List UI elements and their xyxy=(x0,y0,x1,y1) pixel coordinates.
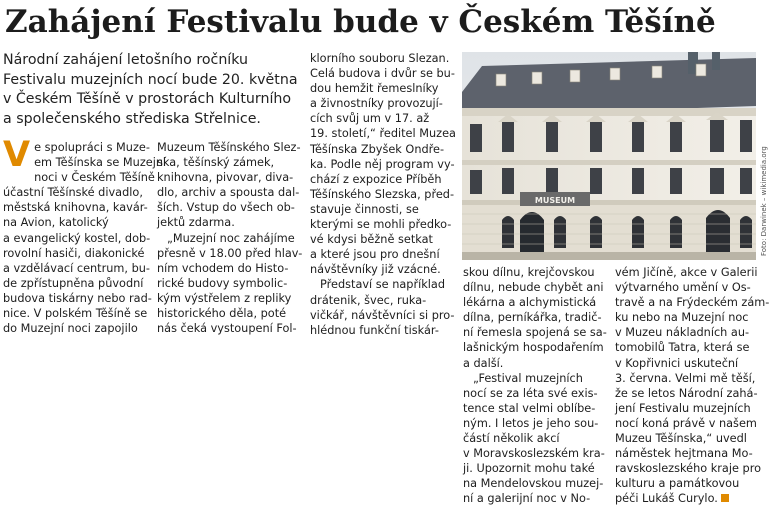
text-line: a vzdělávací centrum, bu- xyxy=(3,261,151,275)
text-line: em Těšínska se Muzejní xyxy=(34,156,167,170)
text-line: lékárna a alchymistická xyxy=(463,296,597,310)
museum-building-photo xyxy=(462,52,756,260)
museum-building-illustration xyxy=(462,52,756,260)
text-line: náměstek hejtmana Mo- xyxy=(615,447,753,461)
text-line: lašnickým hospodařením xyxy=(463,341,604,355)
text-line: a které jsou pro dnešní xyxy=(310,248,440,262)
text-line: skou dílnu, krejčovskou xyxy=(463,266,595,279)
text-line: na Mendelovskou muzej- xyxy=(463,477,604,491)
photo-credit-text: Foto: Darwinek – wikimedia.org xyxy=(760,146,768,256)
text-line: ji. Upozornit mohu také xyxy=(463,462,595,476)
museum-sign-text: MUSEUM xyxy=(534,196,576,205)
text-line: částí několik akcí xyxy=(463,432,560,446)
text-line: a další. xyxy=(463,356,504,370)
text-line: ním vchodem do Histo- xyxy=(157,261,289,275)
text-line: tomobilů Tatra, která se xyxy=(615,341,750,355)
text-line: vé kdysi běžně setkat xyxy=(310,233,433,247)
text-line: 3. června. Velmi mě těší, xyxy=(615,371,756,385)
cornice xyxy=(462,160,756,165)
text-line: travě a na Frýdeckém zám- xyxy=(615,296,769,310)
text-line: rické budovy symbolic- xyxy=(157,276,288,290)
text-line: stavuje činnosti, se xyxy=(310,202,419,216)
text-line: Celá budova i dvůr se bu- xyxy=(310,67,455,81)
text-line: kulturu a památkovou xyxy=(615,477,740,491)
text-line: hlédnou funkční tiskár- xyxy=(310,323,439,337)
text-line: že se letos Národní zahá- xyxy=(615,386,758,400)
text-line: ným. I letos je jeho sou- xyxy=(463,416,599,430)
text-line: ska, těšínský zámek, xyxy=(157,156,275,170)
text-line: na Avion, katolický xyxy=(3,216,109,230)
text-column-2 xyxy=(157,140,303,336)
text-line: vém Jičíně, akce v Galerii xyxy=(615,266,758,279)
text-line: tence stal velmi oblíbe- xyxy=(463,401,596,415)
text-line: do Muzejní noci zapojilo xyxy=(3,322,138,336)
text-line: kterými se mohli předko- xyxy=(310,218,452,232)
text-line: Muzeu Těšínska,“ uvedl xyxy=(615,432,747,446)
text-line: Muzeum Těšínského Slez- xyxy=(157,141,301,154)
text-line: chází z expozice Příběh xyxy=(310,172,442,186)
text-line: Těšínského Slezska, před- xyxy=(310,187,455,201)
text-line: drátenik, švec, ruka- xyxy=(310,293,427,307)
text-line: v Muzeu nákladních au- xyxy=(615,326,750,340)
text-line: dílnu, nebude chybět ani xyxy=(463,281,604,295)
text-line: nocí se za léta své exis- xyxy=(463,386,598,400)
text-line: městská knihovna, kavár- xyxy=(3,201,148,215)
text-line: klorního souboru Slezan. xyxy=(310,52,450,65)
text-line: ní řemesla spojená se sa- xyxy=(463,326,607,340)
text-line: kým výstřelem z repliky xyxy=(157,291,292,305)
cornice xyxy=(462,108,756,116)
text-line: Představí se například xyxy=(320,278,446,292)
text-line: vičkář, návštěvníci si pro- xyxy=(310,308,455,322)
text-line: v Kopřivnici uskuteční xyxy=(615,356,739,370)
text-line: dou hemžit řemeslníky xyxy=(310,82,439,96)
text-column-4 xyxy=(463,265,610,507)
lead-line: a společenského střediska Střelnice. xyxy=(3,110,261,127)
text-line: účastní Těšínské divadlo, xyxy=(3,186,143,200)
text-line: rovolní hasiči, diakonické xyxy=(3,246,145,260)
text-line: výtvarného umění v Os- xyxy=(615,281,751,295)
photo-credit xyxy=(759,146,769,466)
sidewalk xyxy=(462,252,756,260)
text-line-final: péči Lukáš Curylo. xyxy=(615,492,718,506)
text-line: a živnostníky provozují- xyxy=(310,97,443,111)
lead-line: Festivalu muzejních nocí bude 20. května xyxy=(3,71,298,88)
chimney xyxy=(712,52,720,70)
text-line: knihovna, pivovar, diva- xyxy=(157,171,294,185)
text-line: 19. století,“ ředitel Muzea xyxy=(310,127,456,141)
text-line: ravskoslezského kraje pro xyxy=(615,462,761,476)
text-line: přesně v 18.00 před hlav- xyxy=(157,246,303,260)
text-line: ších. Vstup do všech ob- xyxy=(157,201,295,215)
text-line: jení Festivalu muzejních xyxy=(615,401,751,415)
cornice xyxy=(462,200,756,205)
text-line: historického děla, poté xyxy=(157,307,287,321)
end-mark-icon xyxy=(721,494,729,502)
text-line: návštěvníky již vzácné. xyxy=(310,263,441,277)
article-lead xyxy=(3,51,303,129)
text-line: ní a galerijní noc v No- xyxy=(463,492,591,506)
text-line: „Festival muzejních xyxy=(473,371,583,385)
text-column-1 xyxy=(3,135,167,336)
text-line: de zpřístupněna původní xyxy=(3,276,144,290)
text-line: a evangelický kostel, dob- xyxy=(3,231,151,245)
text-line: cích svůj um v 17. až xyxy=(310,112,430,126)
roof xyxy=(462,58,756,116)
text-line: „Muzejní noc zahájíme xyxy=(167,231,295,245)
text-line xyxy=(615,491,765,506)
text-line: Těšínska Zbyšek Ondře- xyxy=(310,142,445,156)
text-line: e spolupráci s Muze- xyxy=(34,141,150,154)
text-line: ka. Podle něj program vy- xyxy=(310,157,455,171)
drop-cap: V xyxy=(3,135,31,175)
text-line: nice. V polském Těšíně se xyxy=(3,307,148,321)
lead-line: v Českém Těšíně v prostorách Kulturního xyxy=(3,91,292,107)
text-line: nás čeká vystoupení Fol- xyxy=(157,322,297,336)
text-column-5 xyxy=(615,265,769,507)
text-line: dílna, perníkářka, tradič- xyxy=(463,311,602,325)
text-line: v Moravskoslezském kra- xyxy=(463,447,605,461)
text-line: budova tiskárny nebo rad- xyxy=(3,291,152,305)
text-line: jektů zdarma. xyxy=(157,216,235,230)
text-line: nocí koná právě v našem xyxy=(615,416,757,430)
text-line: dlo, archiv a spousta dal- xyxy=(157,186,300,200)
article-title: Zahájení Festivalu bude v Českém Těšíně xyxy=(5,4,716,40)
text-column-3 xyxy=(310,51,458,338)
text-line: ku nebo na Muzejní noc xyxy=(615,311,749,325)
text-line: noci v Českém Těšíně xyxy=(34,171,155,185)
lead-line: Národní zahájení letošního ročníku xyxy=(3,52,249,68)
